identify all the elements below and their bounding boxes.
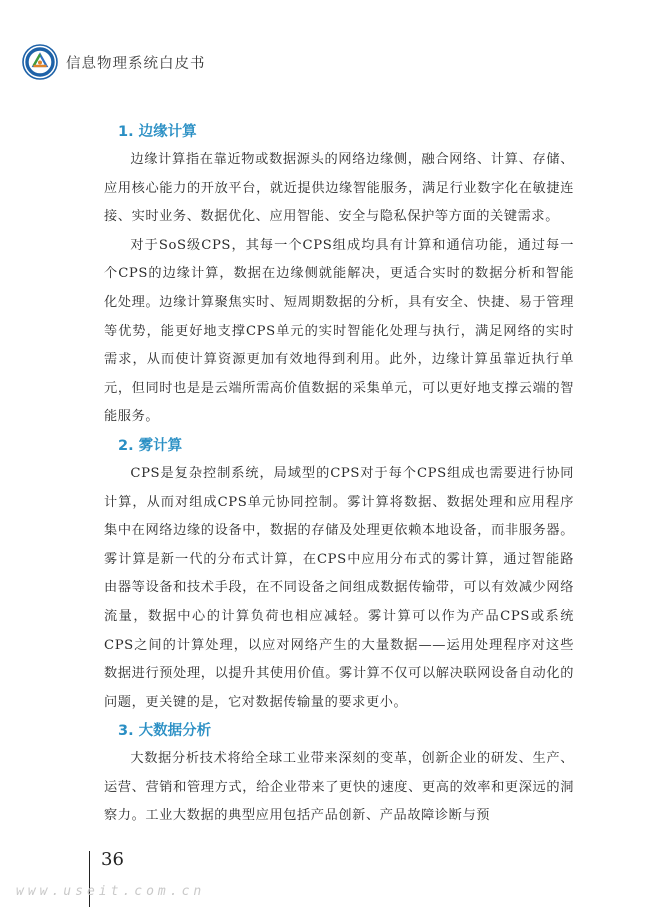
paragraph: 大数据分析技术将给全球工业带来深刻的变革，创新企业的研发、生产、运营、营销和管理方式，给企业带来了更快的速度、更高的效率和更深远的洞察力。工业大数据的典型应用包括产品创新、产品故障诊断与预 [104,751,574,824]
section-heading-edge-computing: 1. 边缘计算 [118,124,197,140]
page-number: 36 [101,849,124,870]
paragraph: 边缘计算指在靠近物或数据源头的网络边缘侧，融合网络、计算、存储、应用核心能力的开放平台，就近提供边缘智能服务，满足行业数字化在敏捷连接、实时业务、数据优化、应用智能、安全与隐私保护等方面的关键需求。 [104,152,574,225]
paragraph: CPS是复杂控制系统，局域型的CPS对于每个CPS组成也需要进行协同计算，从而对组成CPS单元协同控制。雾计算将数据、数据处理和应用程序集中在网络边缘的设备中，数据的存储及处理更依赖本地设备，而非服务器。雾计算是新一代的分布式计算，在CPS中应用分布式的雾计算，通过智能路由器等设备和技术手段，在不同设备之间组成数据传输带，可以有效减少网络流量，数据中心的计算负荷也相应减轻。雾计算可以作为产品CPS或系统CPS之间的计算处理，以应对网络产生的大量数据——运用处理程序对这些数据进行预处理，以提升其使用价值。雾计算不仅可以解决联网设备自动化的问题，更关键的是，它对数据传输量的要求更小。 [104,465,574,710]
running-header-title: 信息物理系统白皮书 [66,55,206,72]
page-header [22,42,206,82]
section-heading-big-data-analysis: 3. 大数据分析 [118,723,212,740]
institute-seal-logo-icon [22,44,58,80]
watermark: www.useit.com.cn [16,884,206,899]
section-heading-fog-computing: 2. 雾计算 [118,437,183,454]
paragraph: 对于SoS级CPS，其每一个CPS组成均具有计算和通信功能，通过每一个CPS的边缘计算，数据在边缘侧就能解决，更适合实时的数据分析和智能化处理。边缘计算聚焦实时、短周期数据的分析，具有安全、快捷、易于管理等优势，能更好地支撑CPS单元的实时智能化处理与执行，满足网络的实时需求，从而使计算资源更加有效地得到利用。此外，边缘计算虽靠近执行单元，但同时也是是云端所需高价值数据的采集单元，可以更好地支撑云端的智能服务。 [104,237,574,425]
main-content [104,118,574,831]
